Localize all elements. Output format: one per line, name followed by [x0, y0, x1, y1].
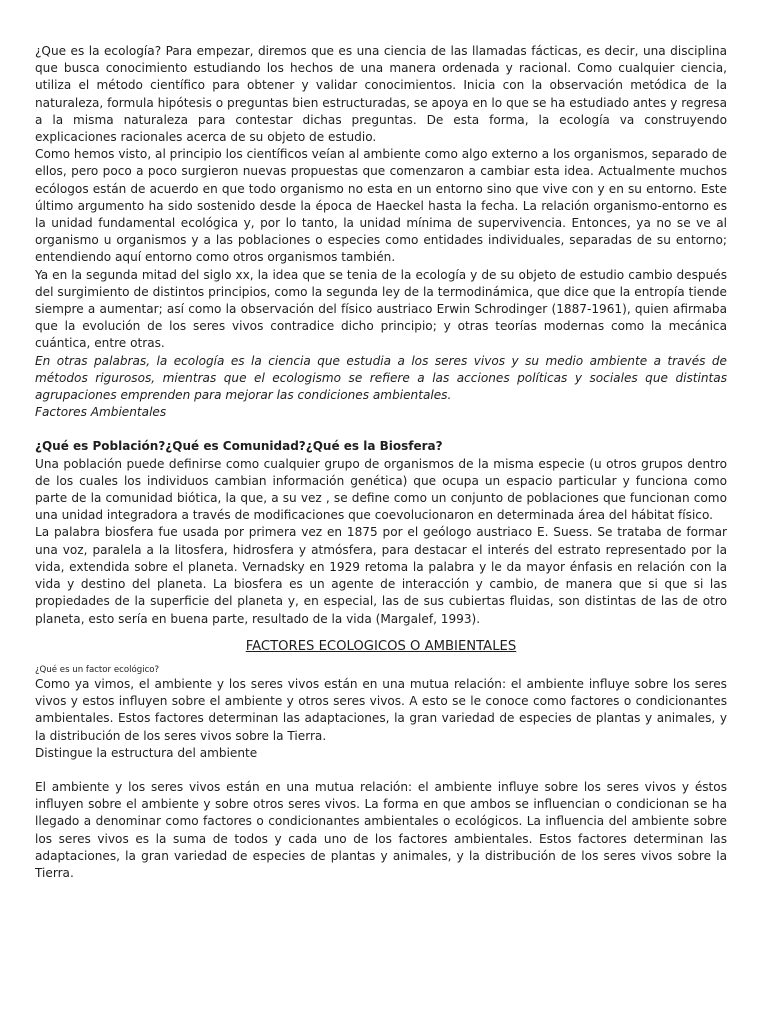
paragraph-ambiente-organismos: Como hemos visto, al principio los científicos veían al ambiente como algo externo a los organismos, separado de ellos, pero poco a poco surgieron nuevas propuestas que comenzaron a cambiar esta idea. Actualmente muchos ecólogos están de acuerdo en que todo organismo no esta en un entorno sino que vive con y en su entorno. Este último argumento ha sido sostenido desde la época de Haeckel hasta la fecha. La relación organismo-entorno es la unidad fundamental ecológica y, por lo tanto, la unidad mínima de supervivencia. Entonces, ya no se ve al organismo u organismos y a las poblaciones o especies como entidades individuales, separadas de su entorno; entendiendo aquí entorno como otros organismos también. [35, 147, 727, 265]
paragraph-otras-palabras: En otras palabras, la ecología es la ciencia que estudia a los seres vivos y su medio ambiente a través de métodos rigurosos, mientras que el ecologismo se refiere a las acciones políticas y sociales que distintas agrupaciones emprenden para mejorar las condiciones ambientales. [35, 353, 727, 403]
paragraph-segunda-mitad-siglo: Ya en la segunda mitad del siglo xx, la idea que se tenia de la ecología y de su objeto de estudio cambio después del surgimiento de distintos principios, como la segunda ley de la termodinámica, que dice que la entropía tiende siempre a aumentar; así como la observación del físico austriaco Erwin Schrodinger (1887-1961), quien afirmaba que la evolución de los seres vivos contradice dicho principio; y otras teorías modernas como la mecánica cuántica, entre otras. [35, 267, 727, 351]
heading-factor-ecologico: ¿Qué es un factor ecológico? [35, 664, 160, 675]
paragraph-biosfera: La palabra biosfera fue usada por primera vez en 1875 por el geólogo austriaco E. Suess. Se trataba de formar una voz, paralela a la litosfera, hidrosfera y atmósfera, para destacar el interés del estrato representado por la vida, extendida sobre el planeta. Vernadsky en 1929 retoma la palabra y le da mayor énfasis en relación con la vida y destino del planeta. La biosfera es un agente de interacción y cambio, de manera que si que si las propiedades de la superficie del planeta y, en especial, las de sus cubiertas fluidas, son distintas de las de otro planeta, esto sería en buena parte, resultado de la vida (Margalef, 1993). [35, 525, 727, 626]
spacer [35, 762, 727, 779]
heading-poblacion-comunidad-biosfera: ¿Qué es Población?¿Qué es Comunidad?¿Qué es la Biosfera? [35, 439, 443, 454]
paragraph-ambiente-seres-vivos: El ambiente y los seres vivos están en una mutua relación: el ambiente influye sobre los seres vivos y éstos influyen sobre el ambiente y sobre otros seres vivos. La forma en que ambos se influencian o condicionan se ha llegado a denominar como factores o condicionantes ambientales o ecológicos. La influencia del ambiente sobre los seres vivos es la suma de todos y cada uno de los factores ambientales. Estos factores determinan las adaptaciones, la gran variedad de especies de plantas y animales, y la distribución de los seres vivos sobre la Tierra. [35, 779, 727, 880]
paragraph-poblacion: Una población puede definirse como cualquier grupo de organismos de la misma especie (u otros grupos dentro de los cuales los individuos cambian información genética) que ocupa un espacio particular y funciona como parte de la comunidad biótica, la que, a su vez , se define como un conjunto de poblaciones que funcionan como una unidad integradora a través de modificaciones que coevolucionaron en determinada área del hábitat físico. [35, 456, 727, 523]
spacer [35, 421, 727, 438]
title-factores-ecologicos: FACTORES ECOLOGICOS O AMBIENTALES [245, 638, 517, 654]
paragraph-que-es-ecologia: ¿Que es la ecología? Para empezar, diremos que es una ciencia de las llamadas fácticas, es decir, una disciplina que busca conocimiento estudiando los hechos de una manera ordenada y racional. Como cualquier ciencia, utiliza el método científico para obtener y validar conocimientos. Inicia con la observación metódica de la naturaleza, formula hipótesis o preguntas bien estructuradas, se apoya en lo que se ha estudiado antes y regresa a la misma naturaleza para contestar dichas preguntas. De esta forma, la ecología va construyendo explicaciones racionales acerca de su objeto de estudio. [35, 44, 727, 145]
document-page [35, 43, 727, 882]
paragraph-mutua-relacion: Como ya vimos, el ambiente y los seres vivos están en una mutua relación: el ambiente influye sobre los seres vivos y estos influyen sobre el ambiente y otros seres vivos. A esto se le conoce como factores o condicionantes ambientales. Estos factores determinan las adaptaciones, la gran variedad de especies de plantas y animales, y la distribución de los seres vivos sobre la Tierra. [35, 676, 727, 743]
paragraph-distingue-estructura: Distingue la estructura del ambiente [35, 745, 258, 760]
label-factores-ambientales: Factores Ambientales [35, 405, 167, 420]
